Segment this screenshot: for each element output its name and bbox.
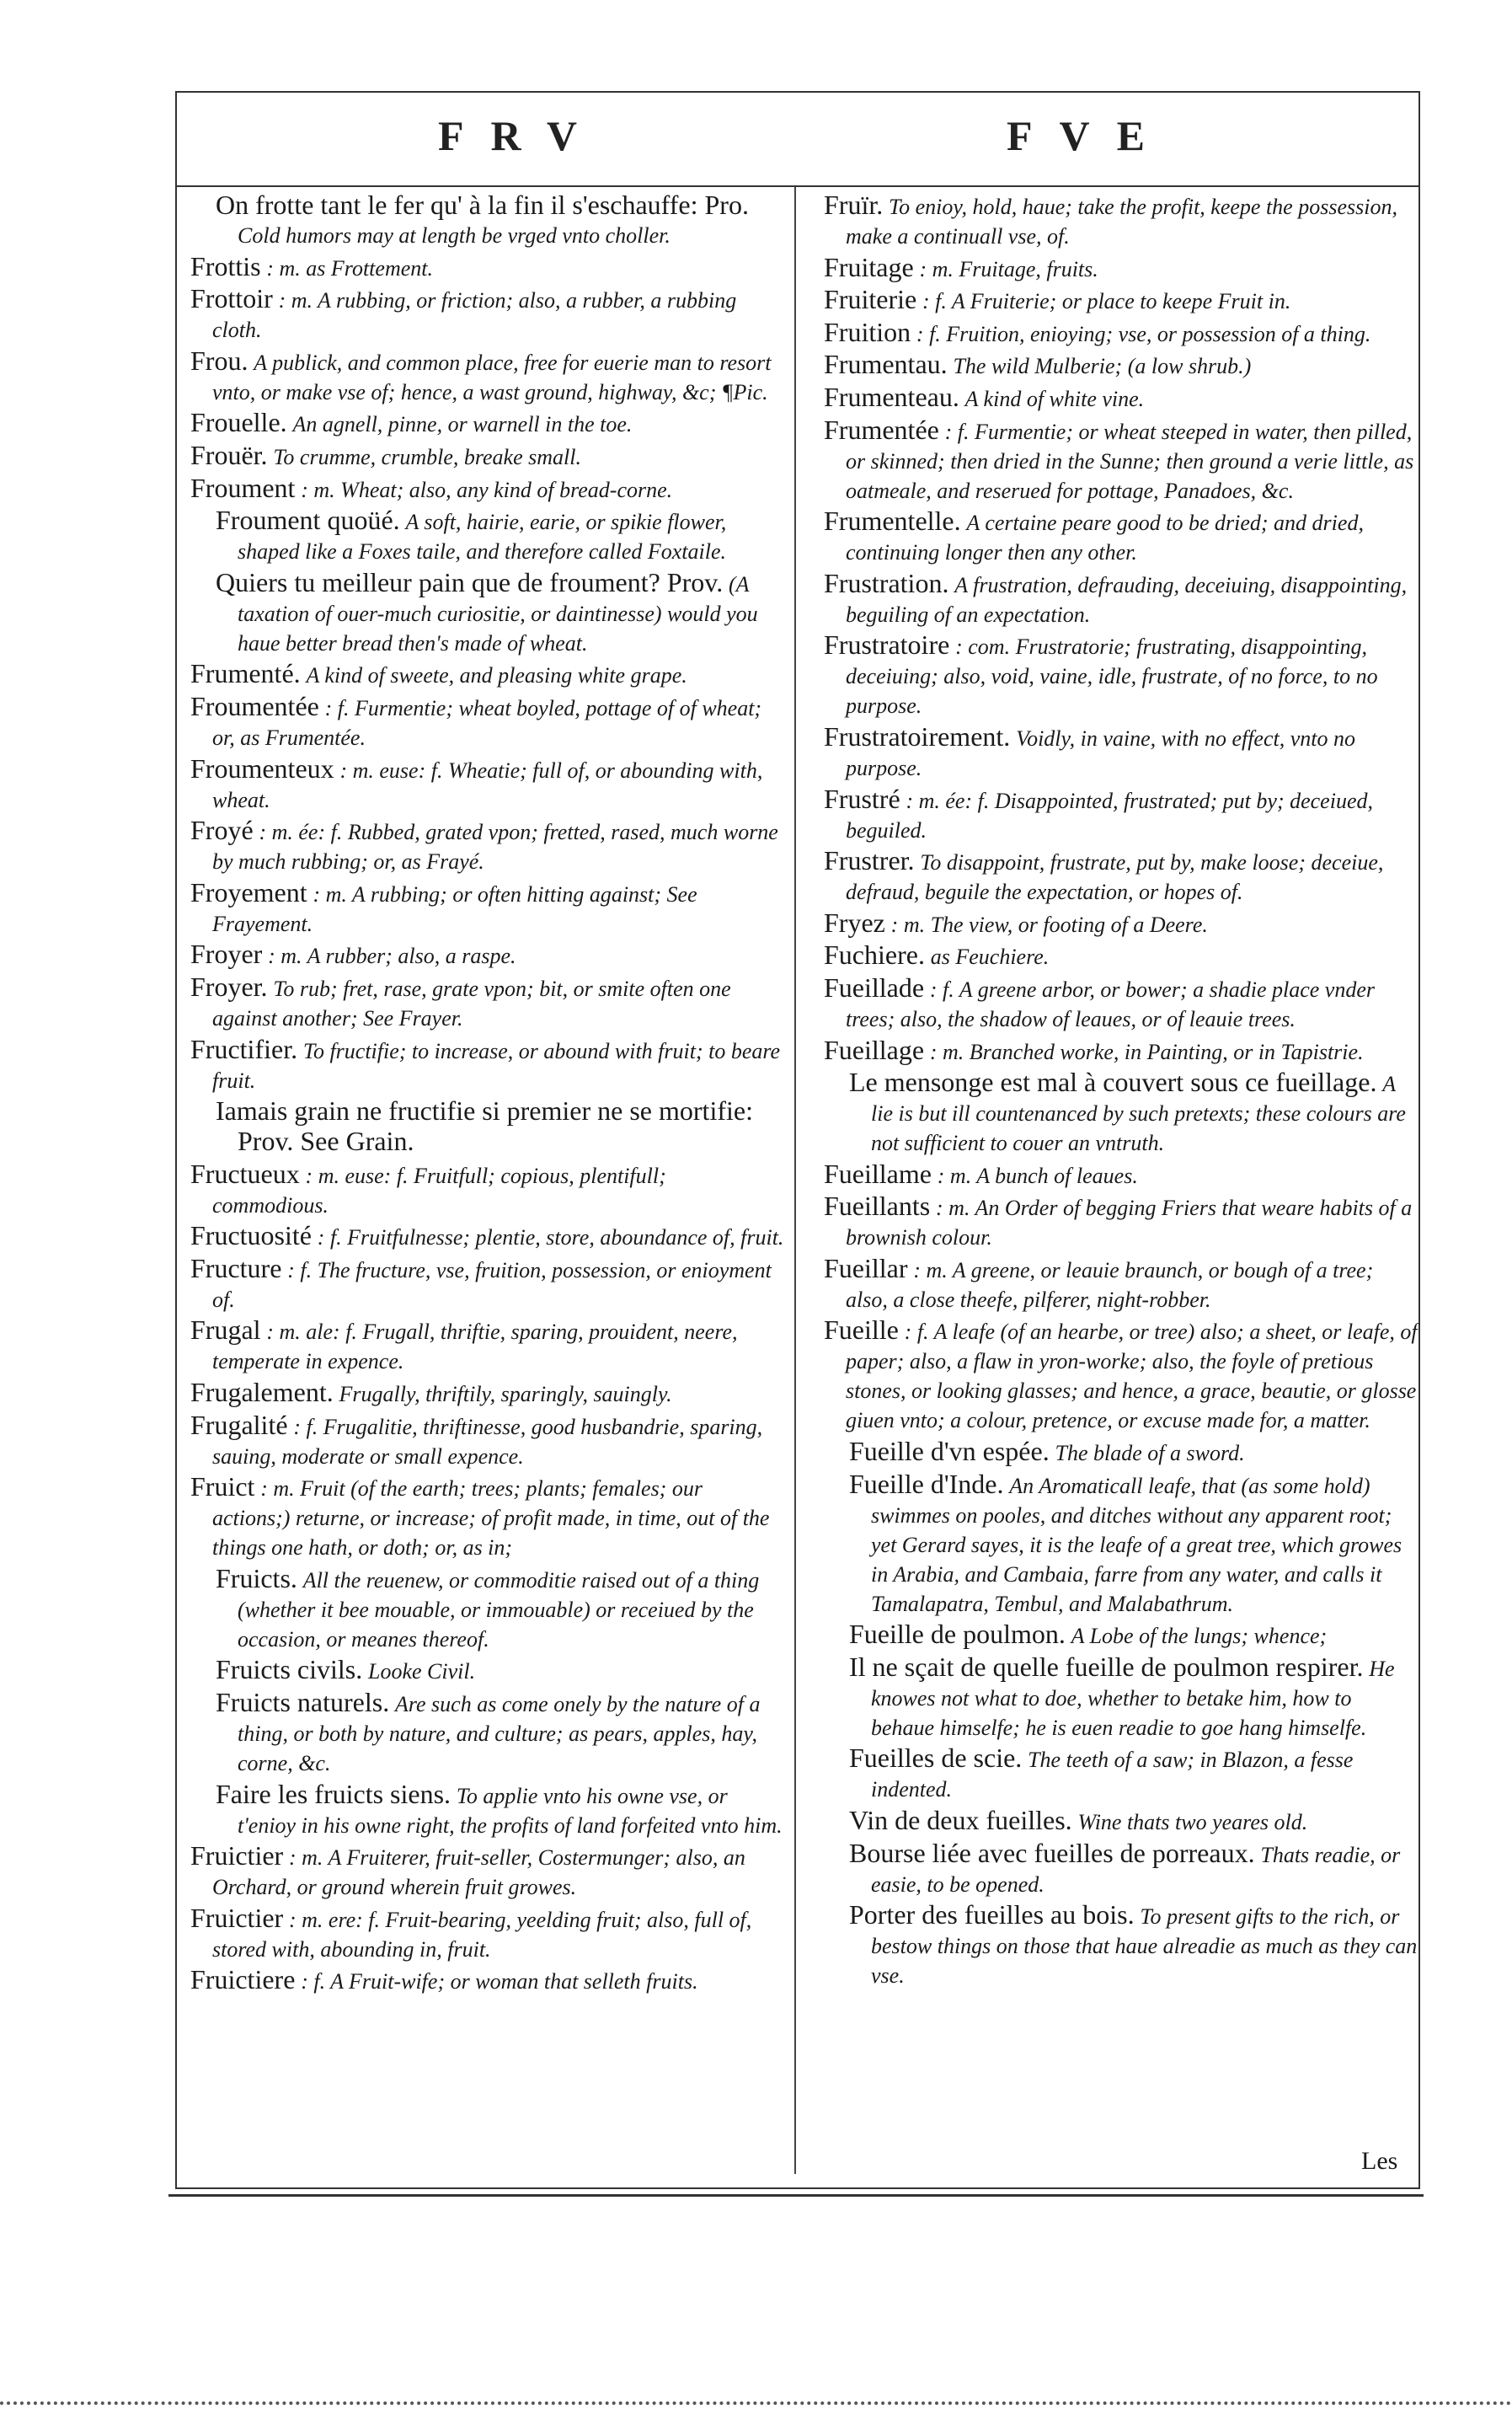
entry-definition: To fructifie; to increase, or abound with fruit; to beare fruit. (212, 1038, 781, 1093)
entry-headword: Fructueux (190, 1158, 300, 1189)
dictionary-entry (190, 346, 785, 407)
dictionary-entry (190, 1254, 785, 1314)
entry-definition: : f. A Fruit-wife; or woman that selleth fruits. (301, 1969, 698, 1994)
dictionary-entry (824, 190, 1419, 251)
entry-headword: Frustré (824, 783, 900, 814)
dictionary-entry (190, 1221, 785, 1252)
dictionary-entry (190, 474, 785, 505)
dictionary-entry (824, 908, 1419, 940)
scan-edge (0, 2401, 1512, 2405)
dictionary-entry (190, 568, 785, 658)
entry-headword: Fueillants (824, 1191, 931, 1222)
entry-definition: To rub; fret, rase, grate vpon; bit, or smite often one against another; See Frayer. (212, 976, 731, 1031)
entry-definition: A lie is but ill countenanced by such pretexts; these colours are not sufficient to couer an vntruth. (871, 1072, 1406, 1156)
entry-headword: Frumentelle. (824, 506, 961, 537)
entry-definition: : f. Furmentie; or wheat steeped in water, then pilled, or skinned; then dried in the Sunne; then ground a verie little, as oatmeale, and reserued for pottage, Panadoes, &c. (846, 419, 1414, 503)
entry-definition: : m. A rubbing; or often hitting against; See Frayement. (212, 881, 697, 936)
entry-headword: Frustration. (824, 567, 949, 598)
dictionary-entry (190, 1411, 785, 1471)
entry-headword: Fruiterie (824, 284, 917, 315)
entry-definition: A soft, hairie, earie, or spikie flower, shaped like a Foxes taile, and therefore called Foxtaile. (238, 510, 727, 565)
dictionary-entry (190, 1965, 785, 1996)
dictionary-entry (190, 1780, 785, 1840)
entry-headword: Faire les fruicts siens. (216, 1778, 451, 1809)
dictionary-entry (190, 940, 785, 971)
entry-headword: Fueillade (824, 972, 925, 1003)
entry-definition: : m. Fruitage, fruits. (919, 256, 1098, 281)
entry-headword: Fueillame (824, 1158, 932, 1189)
entry-headword: Fuchiere. (824, 940, 925, 971)
catchword: Les (1361, 2147, 1398, 2175)
dictionary-entry (824, 940, 1419, 972)
dictionary-entry (190, 972, 785, 1033)
entry-headword: Fructifier. (190, 1033, 298, 1064)
entry-definition: A frustration, defrauding, deceiuing, disappointing, beguiling of an expectation. (846, 572, 1408, 627)
entry-headword: Fruicts. (216, 1562, 297, 1593)
dictionary-entry (190, 441, 785, 472)
dictionary-entry (190, 816, 785, 876)
running-header-left: FRV (438, 112, 605, 159)
entry-headword: Frustratoirement. (824, 720, 1011, 752)
dictionary-entry (190, 190, 785, 250)
dictionary-entry (190, 1315, 785, 1376)
entry-definition: : f. A leafe (of an hearbe, or tree) also; a sheet, or leafe, of paper; also, a flaw in yron-worke; also, the foyle of pretious stones, or looking glasses; and hence, a grace, beautie, or glosse giuen vnto; a colour, pretence, or excuse made for, a matter. (846, 1320, 1418, 1433)
entry-definition: To disappoint, frustrate, put by, make loose; deceiue, defraud, beguile the expectation, or hopes of. (846, 850, 1384, 905)
entry-headword: Fruictier (190, 1840, 284, 1871)
header-rule (177, 185, 1419, 187)
entry-headword: Fruict (190, 1471, 255, 1502)
dictionary-entry (824, 253, 1419, 284)
entry-definition: : m. An Order of begging Friers that weare habits of a brownish colour. (846, 1196, 1413, 1250)
entry-headword: Fruitage (824, 251, 914, 282)
entry-definition: He knowes not what to doe, whether to betake him, how to behaue himselfe; he is euen readie to goe hang himselfe. (871, 1656, 1395, 1740)
entry-definition: The blade of a sword. (1055, 1441, 1245, 1466)
entry-definition: Looke Civil. (368, 1659, 476, 1684)
entry-definition: To present gifts to the rich, or bestow things on those that haue alreadie as much as they can vse. (871, 1904, 1418, 1989)
entry-headword: Fueille d'Inde. (849, 1468, 1004, 1499)
entry-headword: Froument (190, 472, 296, 503)
dictionary-entry (824, 1470, 1419, 1619)
entry-headword: Frugal (190, 1314, 261, 1346)
dictionary-entry (824, 1036, 1419, 1067)
entry-headword: Bourse liée avec fueilles de porreaux. (849, 1837, 1255, 1868)
dictionary-entry (190, 252, 785, 283)
entry-definition: A certaine peare good to be dried; and dried, continuing longer then any other. (846, 511, 1364, 565)
entry-definition: : m. Branched worke, in Painting, or in Tapistrie. (929, 1039, 1364, 1064)
dictionary-entry (824, 1652, 1419, 1743)
dictionary-entry (190, 878, 785, 939)
dictionary-entry (190, 1472, 785, 1562)
entry-headword: Fruicts civils. (216, 1654, 363, 1685)
entry-definition: : f. The fructure, vse, fruition, possession, or enioyment of. (212, 1257, 772, 1312)
entry-definition: To applie vnto his owne vse, or t'enioy in his owne right, the profits of land forfeited vnto him. (238, 1783, 783, 1838)
dictionary-entry (190, 692, 785, 752)
dictionary-entry (824, 350, 1419, 381)
dictionary-entry (824, 973, 1419, 1034)
entry-headword: Frumenté. (190, 658, 301, 689)
entry-definition: : m. ée: f. Rubbed, grated vpon; fretted, rased, much worne by much rubbing; or, as Frayé. (212, 820, 778, 875)
entry-definition: A kind of sweete, and pleasing white grape. (306, 663, 687, 688)
entry-headword: Fructuosité (190, 1220, 312, 1251)
entry-definition: A publick, and common place, free for euerie man to resort vnto, or make vse of; hence, a wast ground, highway, &c; ¶Pic. (212, 350, 772, 404)
entry-headword: Froyer (190, 939, 263, 970)
entry-definition: To crumme, crumble, breake small. (273, 444, 581, 469)
dictionary-entry (824, 383, 1419, 414)
entry-headword: Froumentée (190, 690, 319, 721)
entry-headword: Frumentau. (824, 349, 948, 380)
entry-headword: Froyé (190, 815, 254, 846)
left-column (190, 190, 785, 1998)
dictionary-entry (824, 415, 1419, 506)
entry-headword: Frottoir (190, 283, 273, 314)
entry-definition: : m. ée: f. Disappointed, frustrated; put by; deceiued, beguiled. (846, 788, 1373, 843)
entry-definition: : f. Fruitfulnesse; plentie, store, aboundance of, fruit. (317, 1225, 784, 1250)
entry-headword: Le mensonge est mal à couvert sous ce fueillage. (849, 1067, 1377, 1098)
entry-headword: On frotte tant le fer qu' à la fin il s'eschauffe: Pro. (216, 190, 749, 220)
dictionary-entry (824, 318, 1419, 349)
entry-definition: : f. A greene arbor, or bower; a shadie place vnder trees; also, the shadow of leaues, or of leauie trees. (846, 977, 1375, 1031)
entry-definition: The wild Mulberie; (a low shrub.) (953, 354, 1252, 379)
entry-headword: Fueillar (824, 1252, 908, 1283)
dictionary-entry (824, 1620, 1419, 1651)
entry-headword: Vin de deux fueilles. (849, 1805, 1072, 1836)
right-column (824, 190, 1419, 1992)
entry-headword: Froumenteux (190, 752, 334, 784)
entry-headword: Fruition (824, 316, 911, 347)
dictionary-entry (190, 1903, 785, 1964)
entry-definition: Frugally, thriftily, sparingly, sauingly. (339, 1382, 672, 1407)
entry-headword: Fruicts naturels. (216, 1687, 390, 1718)
dictionary-entry (190, 1378, 785, 1409)
entry-headword: Iamais grain ne fructifie si premier ne se mortifie: Prov. See Grain. (216, 1095, 753, 1157)
dictionary-entry (824, 630, 1419, 720)
entry-headword: Il ne sçait de quelle fueille de poulmon respirer. (849, 1651, 1364, 1682)
entry-headword: Frustratoire (824, 629, 950, 661)
entry-headword: Frugalement. (190, 1377, 334, 1408)
entry-definition: : f. Frugalitie, thriftinesse, good husbandrie, sparing, sauing, moderate or small expence. (212, 1414, 763, 1469)
dictionary-entry (824, 1839, 1419, 1899)
entry-definition: Cold humors may at length be vrged vnto choller. (238, 223, 671, 248)
entry-headword: Fueille d'vn espée. (849, 1436, 1050, 1467)
entry-headword: Fructure (190, 1252, 282, 1283)
entry-definition: : m. ale: f. Frugall, thriftie, sparing, prouident, neere, temperate in expence. (212, 1320, 738, 1374)
entry-definition: : m. A rubbing, or friction; also, a rubber, a rubbing cloth. (212, 288, 737, 343)
entry-definition: Thats readie, or easie, to be opened. (871, 1842, 1401, 1897)
entry-headword: Fruïr. (824, 190, 884, 220)
dictionary-entry (824, 784, 1419, 845)
entry-definition: An Aromaticall leafe, that (as some hold) swimmes on pooles, and ditches without any apparent root; yet Gerard sayes, it is the leafe of a great tree, which growes in Arabia, and Cambaia, farre from any water, and calls it Tamalapatra, Tembul, and Malabathrum. (871, 1473, 1402, 1616)
dictionary-entry (190, 284, 785, 345)
entry-definition: : f. Fruition, enioying; vse, or possession of a thing. (916, 321, 1371, 346)
dictionary-entry (824, 1900, 1419, 1990)
entry-headword: Frouelle. (190, 407, 287, 438)
entry-definition: : m. ere: f. Fruit-bearing, yeelding fruit; also, full of, stored with, abounding in, fruit. (212, 1907, 752, 1962)
entry-definition: : f. Furmentie; wheat boyled, pottage of of wheat; or, as Frumentée. (212, 695, 762, 750)
entry-headword: Frustrer. (824, 845, 915, 876)
dictionary-entry (824, 1806, 1419, 1837)
entry-definition: : m. Fruit (of the earth; trees; plants; females; our actions;) returne, or increase; of profit made, in time, out of the things one hath, or doth; or, as in; (212, 1476, 770, 1561)
dictionary-entry (190, 1841, 785, 1902)
entry-definition: : m. A greene, or leauie braunch, or bough of a tree; also, a close theefe, pilferer, night-robber. (846, 1257, 1374, 1312)
entry-definition: : m. as Frottement. (266, 255, 433, 281)
running-header-right: FVE (1007, 112, 1172, 159)
entry-headword: Frumentée (824, 414, 939, 445)
dictionary-entry (190, 408, 785, 439)
dictionary-entry (824, 1315, 1419, 1435)
dictionary-entry (190, 1688, 785, 1778)
entry-headword: Fruictiere (190, 1964, 296, 1995)
entry-definition: Wine thats two yeares old. (1077, 1810, 1308, 1835)
entry-definition: All the reuenew, or commoditie raised out of a thing (whether it bee mouable, or immouable) or receiued by the occasion, or meanes thereof. (238, 1567, 760, 1652)
entry-headword: Frouër. (190, 439, 268, 470)
dictionary-entry (824, 1437, 1419, 1468)
entry-headword: Fryez (824, 907, 885, 938)
entry-headword: Frumenteau. (824, 381, 959, 412)
entry-definition: To enioy, hold, haue; take the profit, keepe the possession, make a continuall vse, of. (846, 195, 1397, 249)
entry-definition: (A taxation of ouer-much curiositie, or daintinesse) would you haue better bread then's made of wheat. (238, 571, 758, 656)
dictionary-entry (190, 1096, 785, 1158)
entry-headword: Frottis (190, 250, 261, 281)
column-divider (794, 187, 796, 2174)
dictionary-entry (824, 846, 1419, 907)
entry-definition: Are such as come onely by the nature of a thing, or both by nature, and culture; as pears, apples, hay, corne, &c. (238, 1692, 761, 1776)
entry-definition: : m. A rubber; also, a raspe. (268, 944, 516, 969)
entry-headword: Quiers tu meilleur pain que de froument? Prov. (216, 566, 724, 597)
entry-definition: as Feuchiere. (930, 945, 1050, 970)
dictionary-entry (824, 1159, 1419, 1191)
dictionary-entry (190, 1564, 785, 1654)
entry-definition: A Lobe of the lungs; whence; (1071, 1624, 1328, 1649)
entry-headword: Porter des fueilles au bois. (849, 1899, 1135, 1930)
entry-headword: Froument quoüé. (216, 505, 400, 536)
dictionary-entry (824, 506, 1419, 567)
entry-headword: Fruictier (190, 1902, 284, 1933)
entry-definition: : m. euse: f. Wheatie; full of, or abounding with, wheat. (212, 758, 763, 812)
entry-headword: Frou. (190, 345, 248, 376)
dictionary-entry (824, 1743, 1419, 1804)
dictionary-entry (190, 1655, 785, 1686)
entry-headword: Frugalité (190, 1409, 288, 1440)
entry-definition: : m. A bunch of leaues. (937, 1163, 1138, 1188)
entry-headword: Fueille (824, 1314, 899, 1346)
entry-definition: An agnell, pinne, or warnell in the toe. (292, 412, 633, 437)
entry-definition: : m. The view, or footing of a Deere. (890, 912, 1208, 937)
bottom-rule (168, 2194, 1424, 2197)
entry-definition: Voidly, in vaine, with no effect, vnto no purpose. (846, 725, 1356, 780)
dictionary-entry (190, 506, 785, 566)
dictionary-entry (190, 754, 785, 815)
dictionary-entry (824, 1068, 1419, 1158)
entry-definition: : m. euse: f. Fruitfull; copious, plentifull; commodious. (212, 1163, 666, 1218)
dictionary-entry (824, 285, 1419, 316)
entry-headword: Fueillage (824, 1034, 925, 1065)
dictionary-entry (824, 1191, 1419, 1252)
entry-headword: Froyer. (190, 971, 268, 1002)
entry-headword: Froyement (190, 876, 307, 908)
entry-headword: Fueilles de scie. (849, 1743, 1023, 1774)
entry-definition: : m. A Fruiterer, fruit-seller, Costermunger; also, an Orchard, or ground wherein fruit growes. (212, 1845, 745, 1900)
entry-definition: : f. A Fruiterie; or place to keepe Fruit in. (922, 289, 1291, 314)
dictionary-entry (824, 569, 1419, 629)
entry-definition: : com. Frustratorie; frustrating, disappointing, deceiuing; also, void, vaine, idle, frustrate, of no force, to no purpose. (846, 634, 1378, 719)
dictionary-entry (824, 722, 1419, 783)
dictionary-entry (190, 1159, 785, 1220)
dictionary-entry (824, 1254, 1419, 1314)
dictionary-entry (190, 659, 785, 690)
dictionary-entry (190, 1035, 785, 1095)
entry-definition: The teeth of a saw; in Blazon, a fesse indented. (871, 1748, 1354, 1802)
entry-headword: Fueille de poulmon. (849, 1619, 1066, 1650)
entry-definition: A kind of white vine. (964, 386, 1145, 411)
entry-definition: : m. Wheat; also, any kind of bread-corne. (301, 477, 673, 502)
